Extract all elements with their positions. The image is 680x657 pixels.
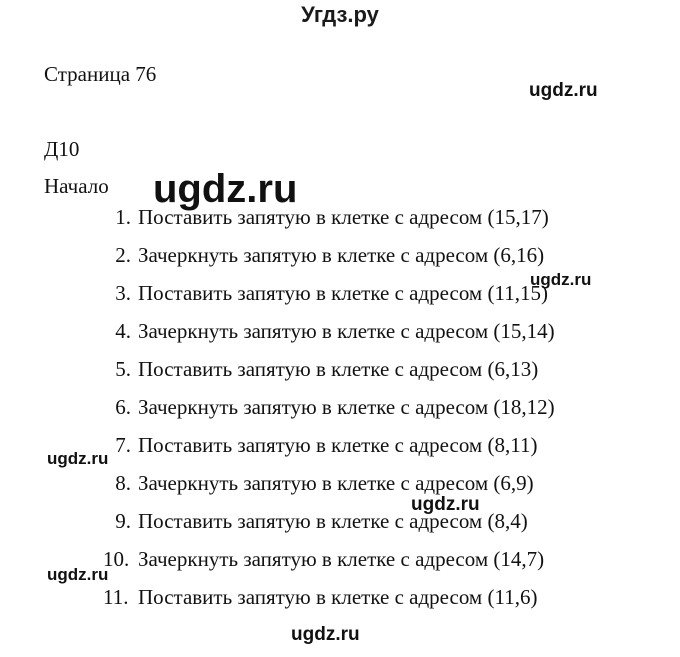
step-text: Поставить запятую в клетке с адресом (11,15) xyxy=(138,281,548,305)
site-title: Угдз.ру xyxy=(301,2,379,27)
step-number: 6. xyxy=(115,395,131,419)
step-text: Зачеркнуть запятую в клетке с адресом (18,12) xyxy=(138,395,555,419)
watermark-large: ugdz.ru xyxy=(153,167,298,211)
watermark-bottom: ugdz.ru xyxy=(291,624,360,645)
step-text: Поставить запятую в клетке с адресом (11,6) xyxy=(138,585,538,609)
step-item xyxy=(103,318,555,344)
step-number: 7. xyxy=(115,433,131,457)
step-item xyxy=(103,470,534,496)
watermark-left-lower: ugdz.ru xyxy=(47,565,109,584)
step-item xyxy=(103,584,537,610)
page-heading: Страница 76 xyxy=(44,62,157,86)
step-text: Поставить запятую в клетке с адресом (8,4) xyxy=(138,509,528,533)
step-number: 4. xyxy=(115,319,131,343)
watermark-mid-right: ugdz.ru xyxy=(530,270,592,289)
step-text: Поставить запятую в клетке с адресом (15,17) xyxy=(138,205,549,229)
step-item xyxy=(103,280,548,306)
step-number: 8. xyxy=(115,471,131,495)
step-number: 5. xyxy=(115,357,131,381)
task-id: Д10 xyxy=(44,137,80,161)
step-text: Зачеркнуть запятую в клетке с адресом (15,14) xyxy=(138,319,555,343)
step-number: 9. xyxy=(115,509,131,533)
step-number: 3. xyxy=(115,281,131,305)
watermark-center: ugdz.ru xyxy=(411,494,480,515)
step-item xyxy=(103,432,537,458)
watermark-left-upper: ugdz.ru xyxy=(47,449,109,468)
step-text: Зачеркнуть запятую в клетке с адресом (6,9) xyxy=(138,471,534,495)
step-item xyxy=(103,546,544,572)
step-item xyxy=(103,242,544,268)
start-label: Начало xyxy=(44,174,109,198)
step-number: 10. xyxy=(103,547,130,571)
step-number: 11. xyxy=(103,585,129,609)
step-number: 2. xyxy=(115,243,131,267)
step-number: 1. xyxy=(115,205,131,229)
step-text: Зачеркнуть запятую в клетке с адресом (14,7) xyxy=(138,547,545,571)
watermark-top-right: ugdz.ru xyxy=(529,80,598,101)
step-text: Поставить запятую в клетке с адресом (6,13) xyxy=(138,357,539,381)
step-text: Поставить запятую в клетке с адресом (8,11) xyxy=(138,433,538,457)
step-item xyxy=(103,356,538,382)
step-text: Зачеркнуть запятую в клетке с адресом (6,16) xyxy=(138,243,545,267)
step-item xyxy=(103,394,555,420)
